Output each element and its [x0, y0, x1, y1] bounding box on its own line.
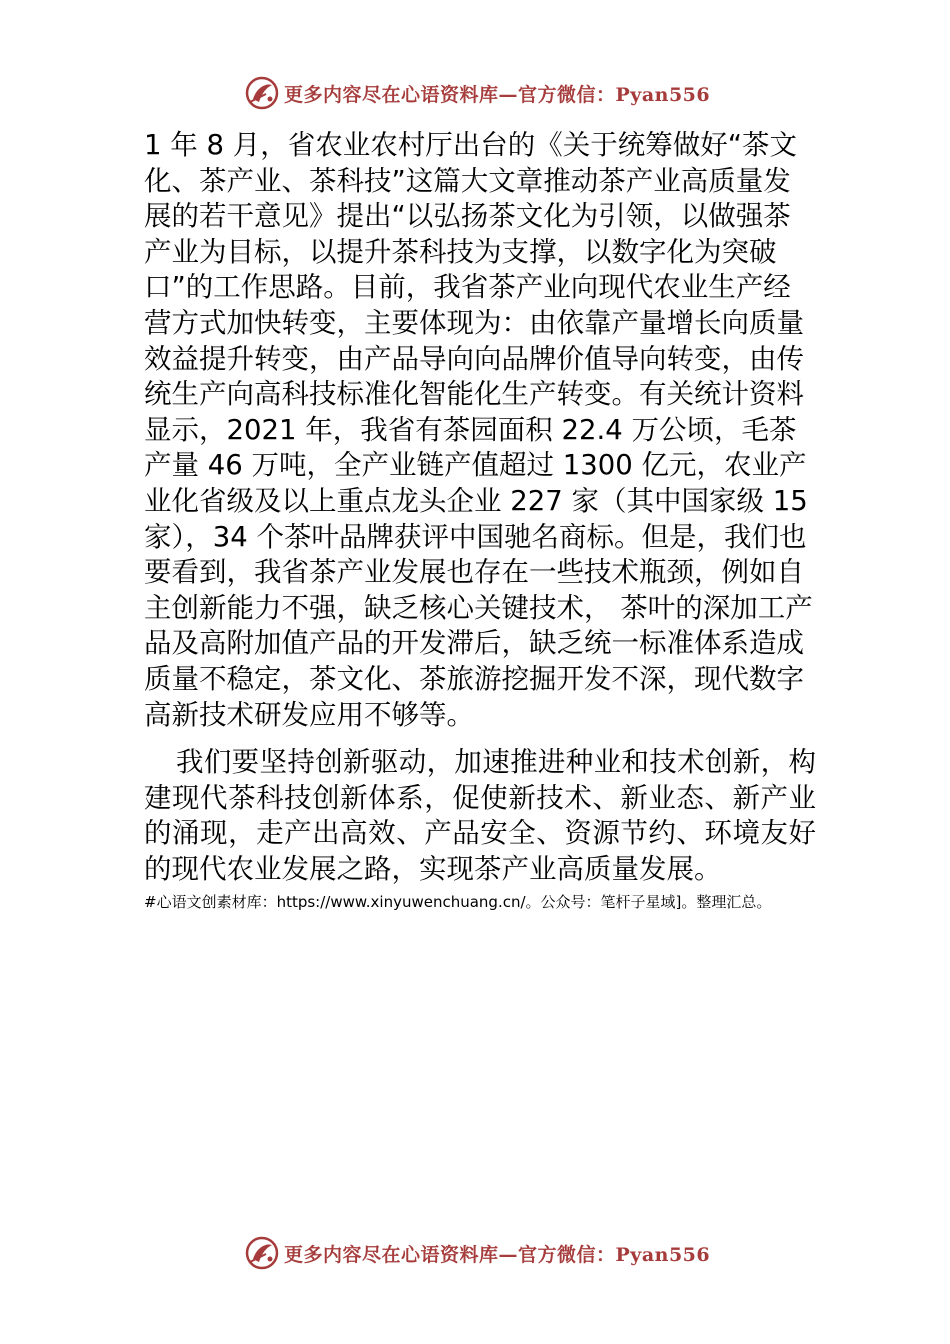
header-banner: [244, 74, 710, 112]
footer-banner: [244, 1234, 710, 1272]
document-body: [144, 128, 816, 887]
seal-logo-icon: [244, 75, 280, 111]
seal-logo-icon: [244, 1235, 280, 1271]
source-footnote: #心语文创素材库：https://www.xinyuwenchuang.cn/。公众号：笔杆子星域]。整理汇总。: [144, 893, 772, 911]
footer-banner-text: 更多内容尽在心语资料库—官方微信：Pyan556: [284, 1243, 711, 1266]
paragraph-2: 我们要坚持创新驱动，加速推进种业和技术创新，构建现代茶科技创新体系，促使新技术、新业态、新产业的涌现，走产出高效、产品安全、资源节约、环境友好的现代农业发展之路，实现茶产业高质量发展。: [144, 746, 816, 885]
header-banner-text: 更多内容尽在心语资料库—官方微信：Pyan556: [284, 83, 711, 106]
paragraph-1: 1 年 8 月，省农业农村厅出台的《关于统筹做好“茶文化、茶产业、茶科技”这篇大文章推动茶产业高质量发展的若干意见》提出“以弘扬茶文化为引领，以做强茶产业为目标，以提升茶科技为支撑，以数字化为突破口”的工作思路。目前，我省茶产业向现代农业生产经营方式加快转变，主要体现为：由依靠产量增长向质量效益提升转变，由产品导向向品牌价值导向转变，由传统生产向高科技标准化智能化生产转变。有关统计资料显示，2021 年，我省有茶园面积 22.4 万公顷，毛茶产量 46 万吨，全产业链产值超过 1300 亿元，农业产业化省级及以上重点龙头企业 227 家（其中国家级 15 家），34 个茶叶品牌获评中国驰名商标。但是，我们也要看到，我省茶产业发展也存在一些技术瓶颈，例如自主创新能力不强，缺乏核心关键技术， 茶叶的深加工产品及高附加值产品的开发滞后，缺乏统一标准体系造成质量不稳定，茶文化、茶旅游挖掘开发不深，现代数字高新技术研发应用不够等。: [144, 129, 813, 731]
